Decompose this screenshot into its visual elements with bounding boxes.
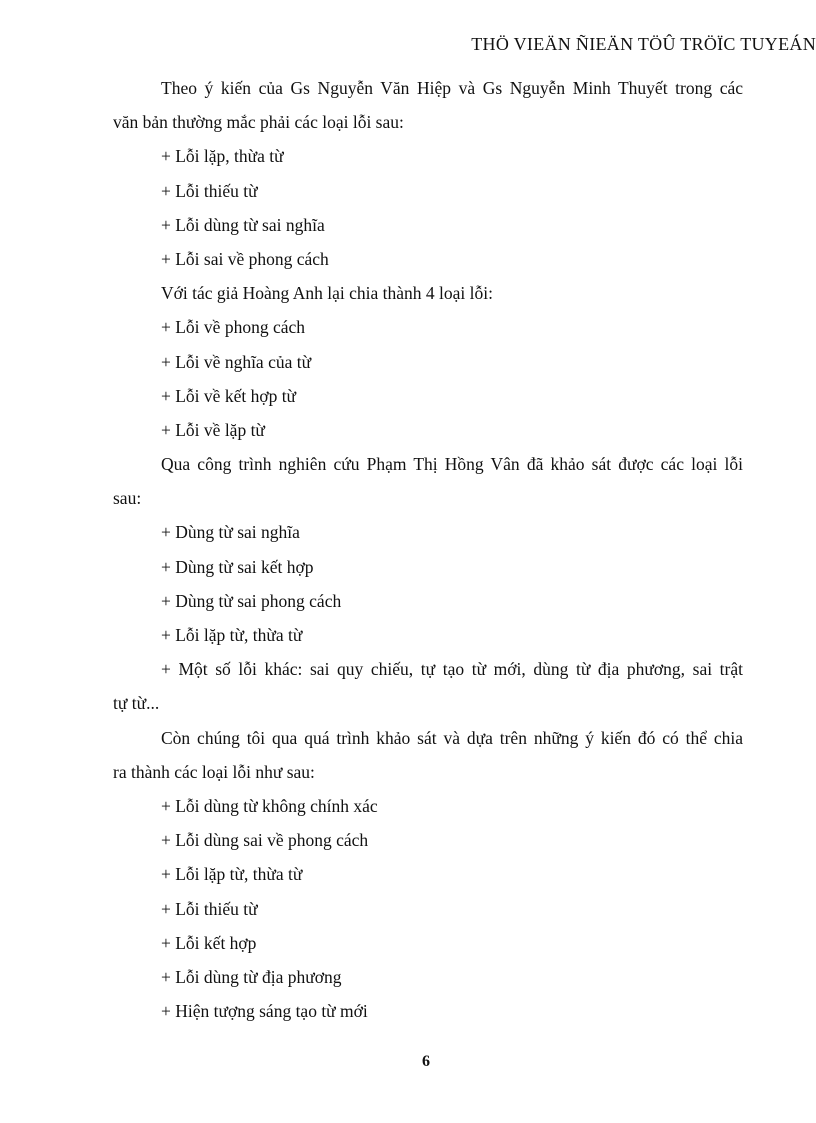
list-item-continuation: tự từ... — [113, 693, 160, 714]
paragraph-line: Theo ý kiến của Gs Nguyễn Văn Hiệp và Gs Nguyễn Minh Thuyết trong các — [161, 78, 743, 98]
list-item: + Lỗi về nghĩa của từ — [161, 351, 312, 372]
list-item: + Dùng từ sai nghĩa — [161, 522, 300, 543]
list-item: + Dùng từ sai kết hợp — [161, 556, 314, 577]
running-header: THÖ VIEÄN ÑIEÄN TÖÛ TRÖÏC TUYEÁN — [471, 34, 816, 54]
document-body — [113, 78, 743, 1035]
list-item: + Lỗi dùng từ sai nghĩa — [161, 214, 325, 235]
list-item: + Lỗi thiếu từ — [161, 180, 258, 201]
page-number: 6 — [422, 1053, 430, 1070]
list-item: + Lỗi về kết hợp từ — [161, 385, 297, 406]
list-item: + Lỗi sai về phong cách — [161, 248, 329, 269]
list-item: + Lỗi dùng từ không chính xác — [161, 795, 378, 816]
list-item: + Lỗi dùng sai về phong cách — [161, 830, 369, 851]
list-item: + Hiện tượng sáng tạo từ mới — [161, 1001, 368, 1022]
paragraph-line: văn bản thường mắc phải các loại lỗi sau: — [113, 112, 404, 133]
list-item: + Lỗi kết hợp — [161, 932, 257, 953]
paragraph-line: ra thành các loại lỗi như sau: — [113, 761, 315, 782]
paragraph-line: sau: — [113, 488, 142, 509]
paragraph-line: Qua công trình nghiên cứu Phạm Thị Hồng Vân đã khảo sát được các loại lỗi — [161, 454, 743, 475]
list-item: + Dùng từ sai phong cách — [161, 590, 342, 611]
list-item: + Lỗi lặp, thừa từ — [161, 146, 284, 167]
list-item: + Một số lỗi khác: sai quy chiếu, tự tạo từ mới, dùng từ địa phương, sai trật — [161, 659, 743, 680]
paragraph-line: Còn chúng tôi qua quá trình khảo sát và dựa trên những ý kiến đó có thể chia — [161, 727, 743, 748]
list-item: + Lỗi dùng từ địa phương — [161, 966, 342, 987]
list-item: + Lỗi về lặp từ — [161, 419, 265, 440]
paragraph-line: Với tác giả Hoàng Anh lại chia thành 4 loại lỗi: — [161, 283, 493, 304]
list-item: + Lỗi về phong cách — [161, 317, 305, 338]
list-item: + Lỗi thiếu từ — [161, 898, 258, 919]
list-item: + Lỗi lặp từ, thừa từ — [161, 864, 303, 885]
list-item: + Lỗi lặp từ, thừa từ — [161, 625, 303, 645]
